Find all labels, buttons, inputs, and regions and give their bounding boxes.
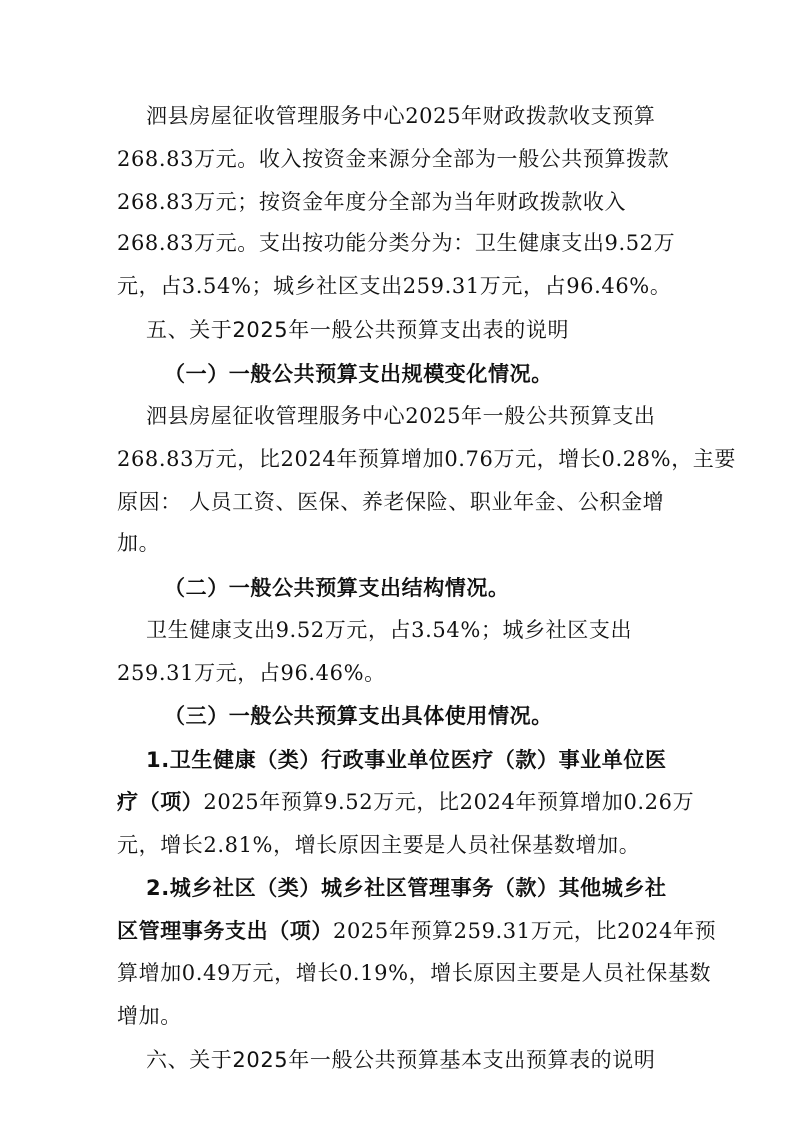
text-run: 元，占3.54%；城乡社区支出259.31万元，占96.46%。	[117, 274, 672, 298]
text-run: 268.83万元。支出按功能分类分为：卫生健康支出9.52万	[117, 231, 676, 255]
paragraph-line	[146, 398, 793, 434]
subsection-heading	[164, 570, 793, 606]
text-run: 泗县房屋征收管理服务中心2025年一般公共预算支出	[146, 404, 656, 428]
item-heading-run: 疗（项）	[117, 790, 204, 814]
text-run: （三）一般公共预算支出具体使用情况。	[164, 704, 553, 728]
text-run: 268.83万元；按资金年度分全部为当年财政拨款收入	[117, 190, 627, 214]
subsection-heading	[164, 698, 793, 734]
paragraph-line	[117, 184, 793, 220]
subsection-heading	[164, 356, 793, 392]
text-run: 2025年预算259.31万元，比2024年预	[333, 919, 717, 943]
text-run: 五、关于2025年一般公共预算支出表的说明	[146, 318, 570, 342]
text-run: （二）一般公共预算支出结构情况。	[164, 576, 510, 600]
item-heading-run: 区管理事务支出（项）	[117, 919, 333, 943]
section-heading	[146, 312, 793, 348]
paragraph-line	[146, 612, 793, 648]
paragraph-line	[117, 827, 793, 863]
text-run: 268.83万元。收入按资金来源分全部为一般公共预算拨款	[117, 147, 670, 171]
section-heading	[146, 1042, 793, 1078]
text-run: 259.31万元，占96.46%。	[117, 661, 386, 685]
paragraph-line	[117, 913, 793, 949]
paragraph-line	[117, 225, 793, 261]
text-run: 泗县房屋征收管理服务中心2025年财政拨款收支预算	[146, 104, 656, 128]
text-run: 2025年预算9.52万元，比2024年预算增加0.26万	[203, 790, 695, 814]
paragraph-line	[146, 98, 793, 134]
item-heading-line	[146, 870, 793, 906]
paragraph-line	[117, 268, 793, 304]
text-run: （一）一般公共预算支出规模变化情况。	[164, 362, 553, 386]
text-run: 2.城乡社区（类）城乡社区管理事务（款）其他城乡社	[146, 876, 667, 900]
paragraph-line	[117, 441, 793, 477]
text-run: 加。	[117, 531, 161, 555]
paragraph-line	[117, 784, 793, 820]
text-run: 原因： 人员工资、医保、养老保险、职业年金、公积金增	[117, 490, 665, 514]
paragraph-line	[117, 525, 793, 561]
text-run: 268.83万元，比2024年预算增加0.76万元，增长0.28%，主要	[117, 447, 736, 471]
text-run: 卫生健康支出9.52万元，占3.54%；城乡社区支出	[146, 618, 633, 642]
text-run: 1.卫生健康（类）行政事业单位医疗（款）事业单位医	[146, 748, 667, 772]
paragraph-line	[117, 955, 793, 991]
text-run: 元，增长2.81%，增长原因主要是人员社保基数增加。	[117, 833, 641, 857]
item-heading-line	[146, 742, 793, 778]
paragraph-line	[117, 141, 793, 177]
paragraph-line	[117, 655, 793, 691]
paragraph-line	[117, 998, 793, 1034]
text-run: 算增加0.49万元，增长0.19%，增长原因主要是人员社保基数	[117, 961, 712, 985]
text-run: 增加。	[117, 1004, 182, 1028]
paragraph-line	[117, 484, 793, 520]
text-run: 六、关于2025年一般公共预算基本支出预算表的说明	[146, 1048, 656, 1072]
